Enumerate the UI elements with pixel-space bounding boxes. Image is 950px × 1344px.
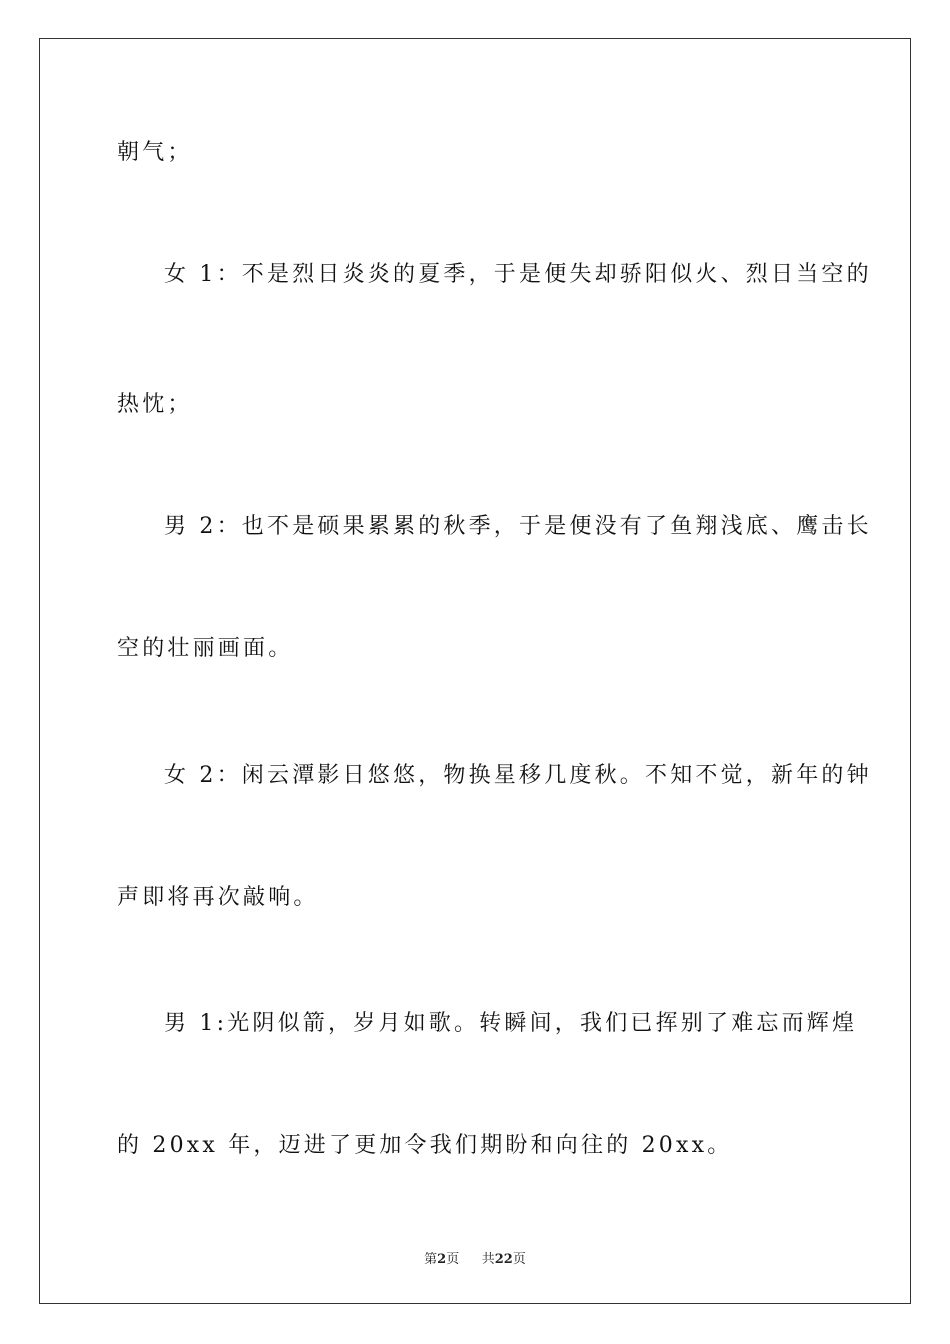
text-line-8: 男 1:光阴似箭，岁月如歌。转瞬间，我们已挥别了难忘而辉煌 xyxy=(164,1011,858,1036)
text-line-4: 男 2：也不是硕果累累的秋季，于是便没有了鱼翔浅底、鹰击长 xyxy=(164,514,872,539)
page-border xyxy=(39,38,911,1304)
text-line-9: 的 20xx 年，迈进了更加令我们期盼和向往的 20xx。 xyxy=(117,1133,733,1158)
total-suffix: 页 xyxy=(512,1252,526,1267)
total-pages: 22 xyxy=(494,1252,513,1267)
page-footer xyxy=(0,1248,950,1267)
text-line-6: 女 2：闲云潭影日悠悠，物换星移几度秋。不知不觉，新年的钟 xyxy=(164,763,872,788)
total-pages-indicator xyxy=(482,1252,526,1267)
page-prefix: 第 xyxy=(424,1252,438,1267)
page-indicator xyxy=(424,1252,459,1267)
text-line-1: 朝气； xyxy=(117,140,193,165)
page-suffix: 页 xyxy=(446,1252,460,1267)
text-line-3: 热忱； xyxy=(117,392,193,417)
text-line-2: 女 1：不是烈日炎炎的夏季，于是便失却骄阳似火、烈日当空的 xyxy=(164,262,872,287)
page-number: 2 xyxy=(437,1252,447,1267)
total-prefix: 共 xyxy=(481,1252,495,1267)
text-line-7: 声即将再次敲响。 xyxy=(117,885,319,910)
text-line-5: 空的壮丽画面。 xyxy=(117,636,294,661)
